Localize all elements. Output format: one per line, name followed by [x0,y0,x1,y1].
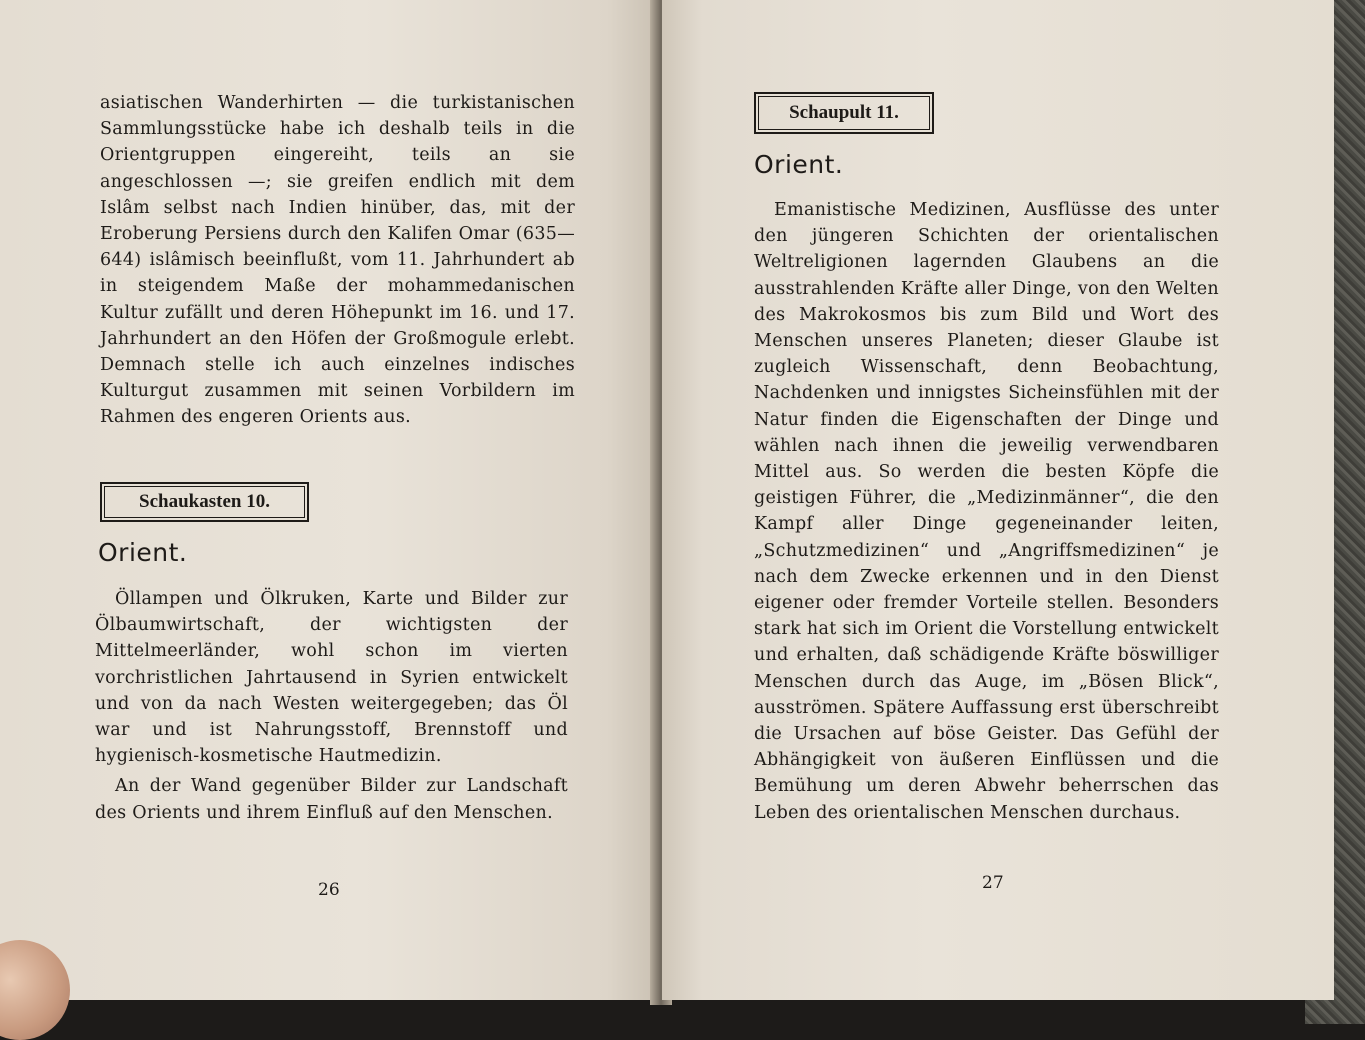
body-paragraph: Öllampen und Ölkruken, Karte und Bilder zur Ölbaumwirtschaft, der wichtigsten der Mittelmeerländer, wohl schon im vierten vorchristlichen Jahrtausend in Syrien entwickelt und von da nach Westen weitergegeben; das Öl war und ist Nahrungsstoff, Brennstoff und hygienisch-kosmetische Hautmedizin. [95,589,568,767]
page-number-left: 26 [318,880,340,900]
left-intro-paragraph [100,90,575,431]
schaupult-label-box [754,92,934,134]
left-section-body [95,586,568,826]
left-section-heading: Orient. [98,538,188,567]
page-number-right: 27 [982,873,1004,893]
body-paragraph: An der Wand gegenüber Bilder zur Landschaft des Orients und ihrem Einfluß auf den Menschen. [95,776,568,823]
schaukasten-label-box [100,482,309,522]
schaukasten-label: Schaukasten 10. [139,491,270,512]
left-page [0,0,660,1000]
right-page [662,0,1334,1000]
continued-paragraph: asiatischen Wanderhirten — die turkistanischen Sammlungsstücke habe ich deshalb teils in die Orientgruppen eingereiht, teils an sie angeschlossen —; sie greifen endlich mit dem Islâm selbst nach Indien hinüber, das, mit der Eroberung Persiens durch den Kalifen Omar (635—644) islâmisch beeinflußt, vom 11. Jahrhundert ab in steigendem Maße der mohammedanischen Kultur zufällt und deren Höhepunkt im 16. und 17. Jahrhundert an den Höfen der Großmogule erlebt. Demnach stelle ich auch einzelnes indisches Kulturgut zusammen mit seinen Vorbildern im Rahmen des engeren Orients aus. [100,93,575,428]
right-section-heading: Orient. [754,150,844,179]
body-paragraph: Emanistische Medizinen, Ausflüsse des unter den jüngeren Schichten der orientalischen Weltreligionen lagernden Glaubens an die ausstrahlenden Kräfte aller Dinge, von den Welten des Makrokosmos bis zum Bild und Wort des Menschen unseres Planeten; dieser Glaube ist zugleich Wissenschaft, denn Beobachtung, Nachdenken und innigstes Sicheinsfühlen mit der Natur finden die Eigenschaften der Dinge und wählen nach ihnen die jeweilig verwendbaren Mittel aus. So werden die besten Köpfe die geistigen Führer, die „Medizinmänner“, die den Kampf aller Dinge gegeneinander leiten, „Schutzmedizinen“ und „Angriffsmedizinen“ je nach dem Zwecke erkennen und in den Dienst eigener oder fremder Vorteile stellen. Besonders stark hat sich im Orient die Vorstellung entwickelt und erhalten, daß schädigende Kräfte böswilliger Menschen durch das Auge, im „Bösen Blick“, ausströmen. Spätere Auffassung erst überschreibt die Ursachen auf böse Geister. Das Gefühl der Abhängigkeit von äußeren Einflüssen und die Bemühung um deren Abwehr beherrschen das Leben des orientalischen Menschen durchaus. [754,200,1219,823]
schaupult-label: Schaupult 11. [789,102,899,123]
right-section-body [754,197,1219,826]
